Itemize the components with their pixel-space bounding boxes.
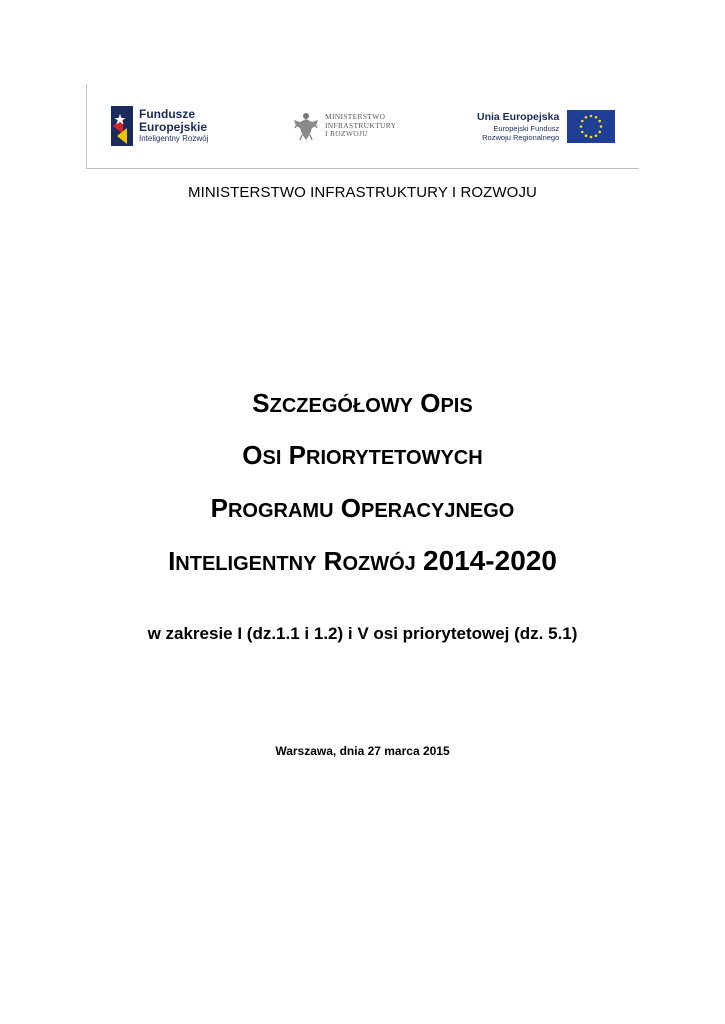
eagle-emblem-icon [292, 110, 320, 142]
title-l3-d: PERACYJNEGO [360, 500, 515, 522]
fe-line1: Fundusze [139, 107, 195, 122]
subtitle: w zakresie I (dz.1.1 i 1.2) i V osi priorytetowej (dz. 5.1) [147, 624, 578, 643]
fundusze-europejskie-logo [111, 106, 208, 146]
min-line3: I ROZWOJU [325, 129, 368, 139]
title-l1-c: O [420, 388, 441, 418]
title-l4-e: 2014-2020 [423, 545, 557, 576]
title-l4-b: NTELIGENTNY [175, 553, 317, 575]
title-line-3 [0, 493, 725, 524]
title-l4-d: OZWÓJ [342, 553, 416, 575]
document-date: Warszawa, dnia 27 marca 2015 [275, 744, 450, 758]
fe-star-icon [111, 106, 133, 146]
title-l3-c: O [340, 493, 361, 523]
min-line2: INFRASTRUKTURY [325, 120, 397, 130]
fe-line2: Europejskie [139, 119, 208, 134]
title-l3-b: ROGRAMU [227, 500, 334, 522]
title-line-1 [0, 388, 725, 419]
ministry-heading: MINISTERSTWO INFRASTRUKTURY I ROZWOJU [188, 184, 537, 201]
ue-line3: Rozwoju Regionalnego [482, 132, 560, 142]
logo-bar [86, 84, 639, 169]
eu-flag-icon [567, 110, 615, 143]
title-l2-d: RIORYTETOWYCH [306, 447, 483, 469]
title-l4-c: R [323, 546, 343, 576]
title-line-4 [0, 545, 725, 577]
title-l4-a: I [168, 546, 176, 576]
title-line-2 [0, 440, 725, 471]
eu-logo [477, 110, 615, 143]
ue-line1: Unia Europejska [477, 111, 560, 124]
title-l2-a: O [242, 440, 263, 470]
title-l2-b: SI [262, 447, 282, 469]
title-l1-d: PIS [440, 395, 473, 417]
min-line1: MINISTERSTWO [325, 112, 386, 122]
title-l1-a: S [252, 388, 270, 418]
ue-line2: Europejski Fundusz [493, 123, 560, 133]
ministry-logo [292, 110, 396, 142]
title-l2-c: P [288, 440, 307, 470]
fe-line3: Inteligentny Rozwój [139, 134, 209, 144]
title-l3-a: P [210, 493, 228, 523]
title-l1-b: ZCZEGÓŁOWY [269, 395, 413, 417]
